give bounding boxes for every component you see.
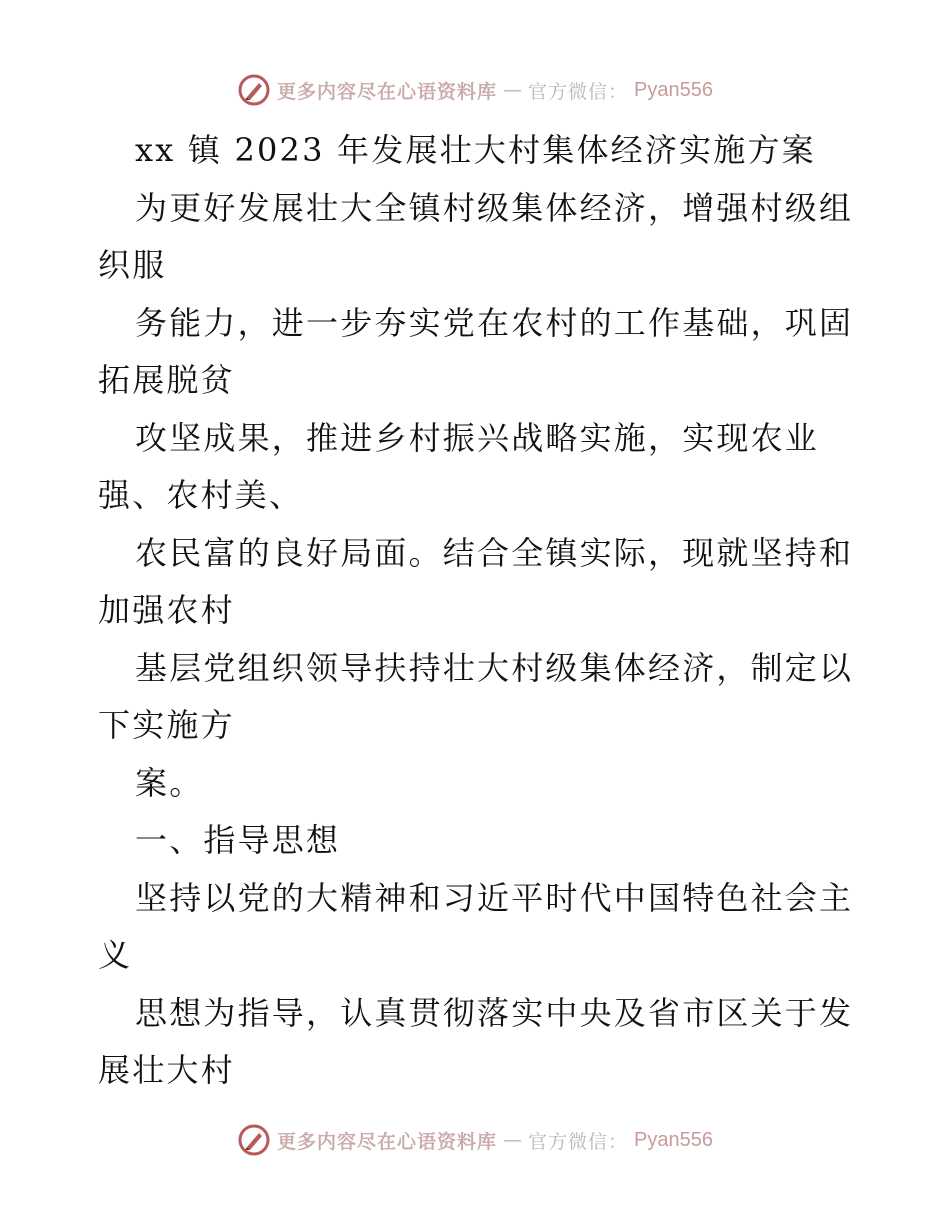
- paragraph-line: 展壮大村: [98, 1051, 235, 1089]
- paragraph-line: 坚持以党的大精神和习近平时代中国特色社会主: [135, 878, 854, 917]
- paragraph-line: 拓展脱贫: [98, 361, 235, 399]
- paragraph-line: 思想为指导，认真贯彻落实中央及省市区关于发: [135, 993, 854, 1032]
- section-heading: 一、指导思想: [135, 821, 341, 859]
- paragraph-line: 务能力，进一步夯实党在农村的工作基础，巩固: [135, 303, 854, 342]
- paragraph-line: 加强农村: [98, 591, 235, 629]
- paragraph-line: 基层党组织领导扶持壮大村级集体经济，制定以: [135, 648, 854, 687]
- paragraph-line: 农民富的良好局面。结合全镇实际，现就坚持和: [135, 533, 854, 572]
- watermark-text: 更多内容尽在心语资料库: [277, 80, 498, 103]
- watermark-text: 更多内容尽在心语资料库: [277, 1130, 498, 1153]
- document-title: xx 镇 2023 年发展壮大村集体经济实施方案: [135, 131, 816, 169]
- pen-logo-icon: [237, 73, 271, 107]
- document-body: [98, 122, 858, 1100]
- pen-logo-icon: [237, 1123, 271, 1157]
- paragraph-line: 义: [98, 936, 133, 974]
- header-watermark: [0, 68, 950, 112]
- watermark-dash: —: [503, 1129, 523, 1151]
- watermark-wechat-label: 官方微信：: [528, 80, 629, 103]
- paragraph-line: 织服: [98, 246, 167, 284]
- paragraph-line: 攻坚成果，推进乡村振兴战略实施，实现农业: [135, 418, 820, 457]
- paragraph-line: 案。: [135, 763, 204, 802]
- watermark-wechat-id: Pyan556: [634, 1128, 713, 1151]
- paragraph-line: 下实施方: [98, 706, 235, 744]
- watermark-wechat-id: Pyan556: [634, 78, 713, 101]
- watermark-dash: —: [503, 79, 523, 101]
- watermark-wechat-label: 官方微信：: [528, 1130, 629, 1153]
- paragraph-line: 强、农村美、: [98, 476, 304, 514]
- paragraph-line: 为更好发展壮大全镇村级集体经济，增强村级组: [135, 188, 854, 227]
- footer-watermark: [0, 1118, 950, 1162]
